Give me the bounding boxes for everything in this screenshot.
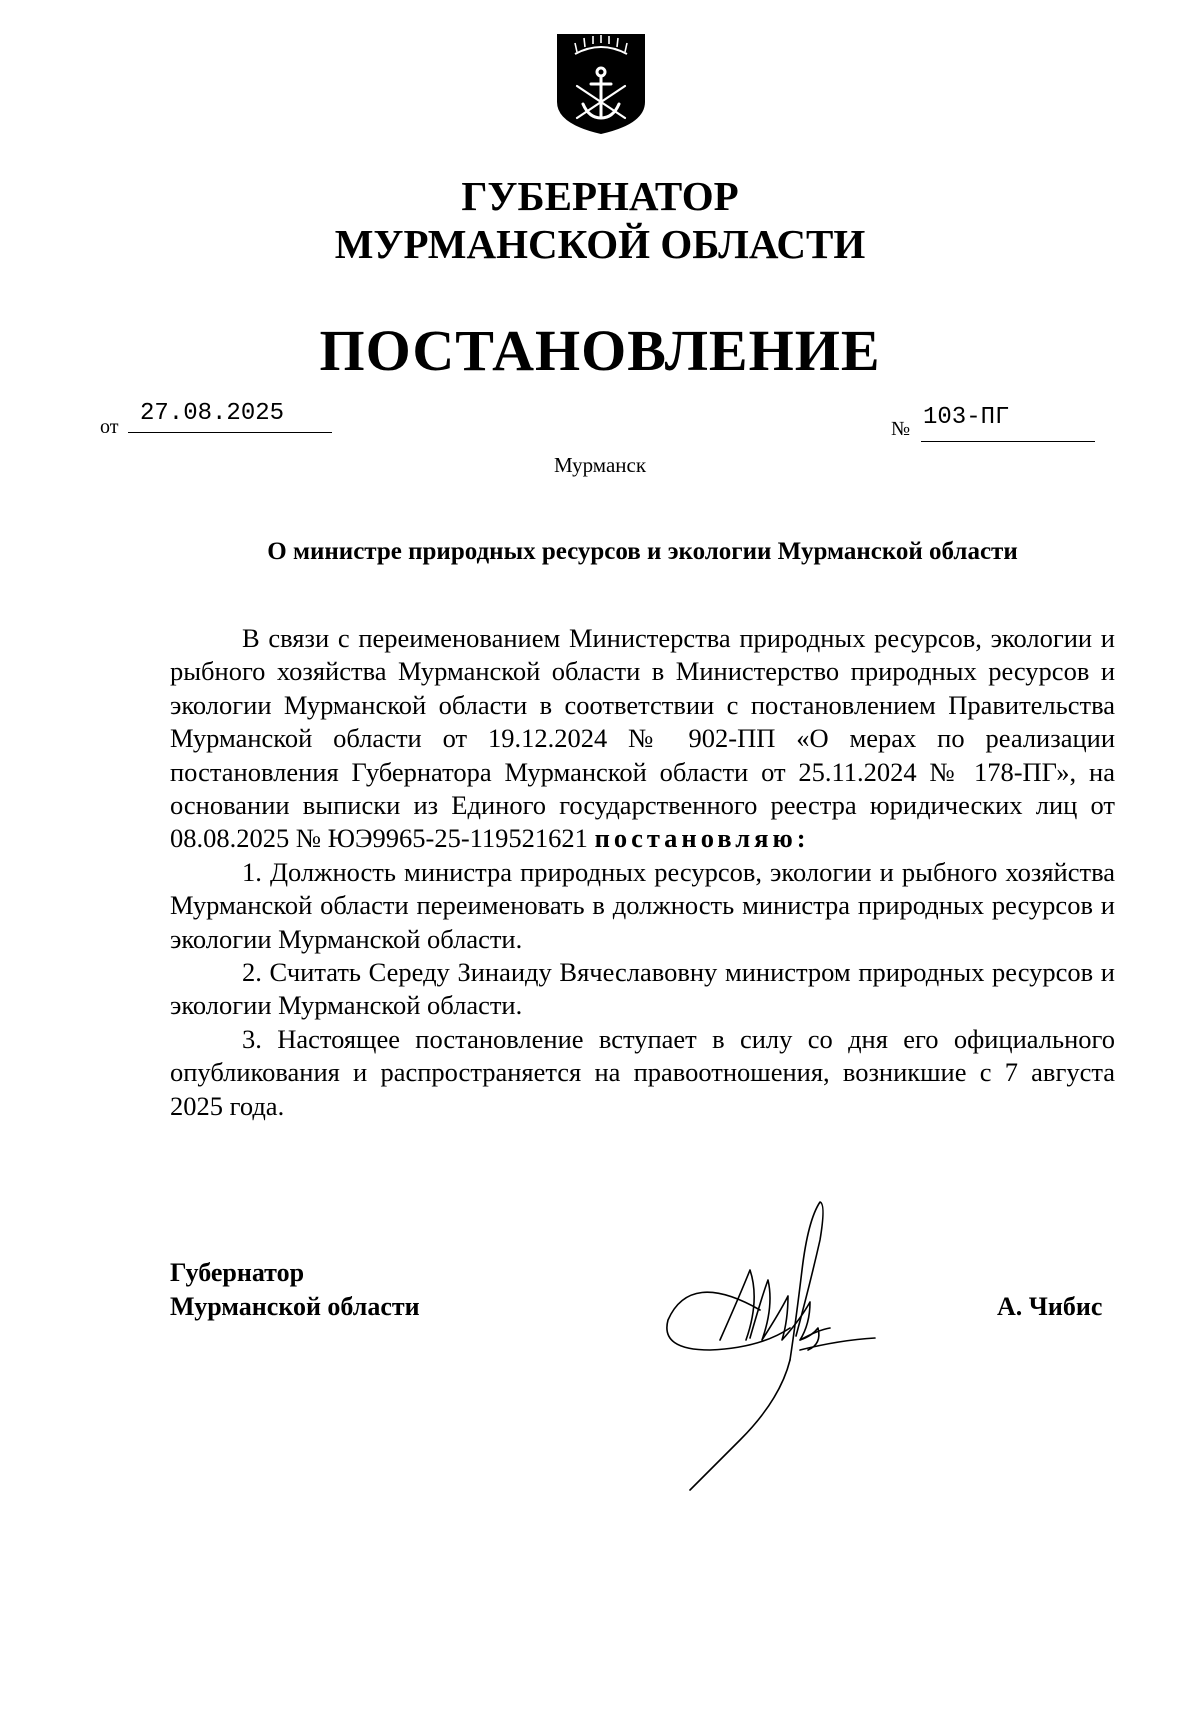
list-item: 2. Считать Середу Зинаиду Вячеславовну министром природных ресурсов и экологии Мурманской области.: [170, 957, 1115, 1021]
authority-name-line1: ГУБЕРНАТОР: [461, 173, 739, 219]
list-item: 3. Настоящее постановление вступает в силу со дня его официального опубликования и распространяется на правоотношения, возникшие с 7 августа 2025 года.: [170, 1023, 1115, 1121]
signature-icon: [650, 1200, 930, 1500]
signatory-position: [170, 1256, 420, 1324]
preamble-paragraph: [170, 622, 1115, 856]
date-label: от: [100, 416, 119, 438]
signatory-position-line2: Мурманской области: [170, 1292, 420, 1321]
date-value: 27.08.2025: [140, 400, 285, 427]
decree-word: постановляю:: [594, 823, 810, 854]
document-title: О министре природных ресурсов и экологии Мурманской области: [267, 538, 1018, 565]
signatory-position-line1: Губернатор: [170, 1258, 305, 1287]
document-type: ПОСТАНОВЛЕНИЕ: [319, 318, 881, 383]
coat-of-arms-icon: [555, 32, 647, 136]
number-value: 103-ПГ: [923, 404, 1010, 431]
date-underline: [128, 432, 332, 433]
signatory-name: А. Чибис: [997, 1292, 1103, 1321]
document-body: [170, 622, 1115, 1123]
number-label: №: [891, 418, 911, 440]
city: Мурманск: [553, 453, 647, 477]
authority-name-line2: МУРМАНСКОЙ ОБЛАСТИ: [334, 221, 866, 267]
preamble-text: В связи с переименованием Министерства природных ресурсов, экологии и рыбного хозяйства Мурманской области в Министерство природных ресурсов и экологии Мурманской области в соответствии с постановлением Правительства Мурманской области от 19.12.2024 № 902-ПП «О мерах по реализации постановления Губернатора Мурманской области от 25.11.2024 № 178-ПГ», на основании выписки из Единого государственного реестра юридических лиц от 08.08.2025 № ЮЭ9965-25-119521621: [170, 623, 1115, 854]
list-item: 1. Должность министра природных ресурсов, экологии и рыбного хозяйства Мурманской области переименовать в должность министра природных ресурсов и экологии Мурманской области.: [170, 856, 1115, 954]
number-underline: [921, 441, 1095, 442]
